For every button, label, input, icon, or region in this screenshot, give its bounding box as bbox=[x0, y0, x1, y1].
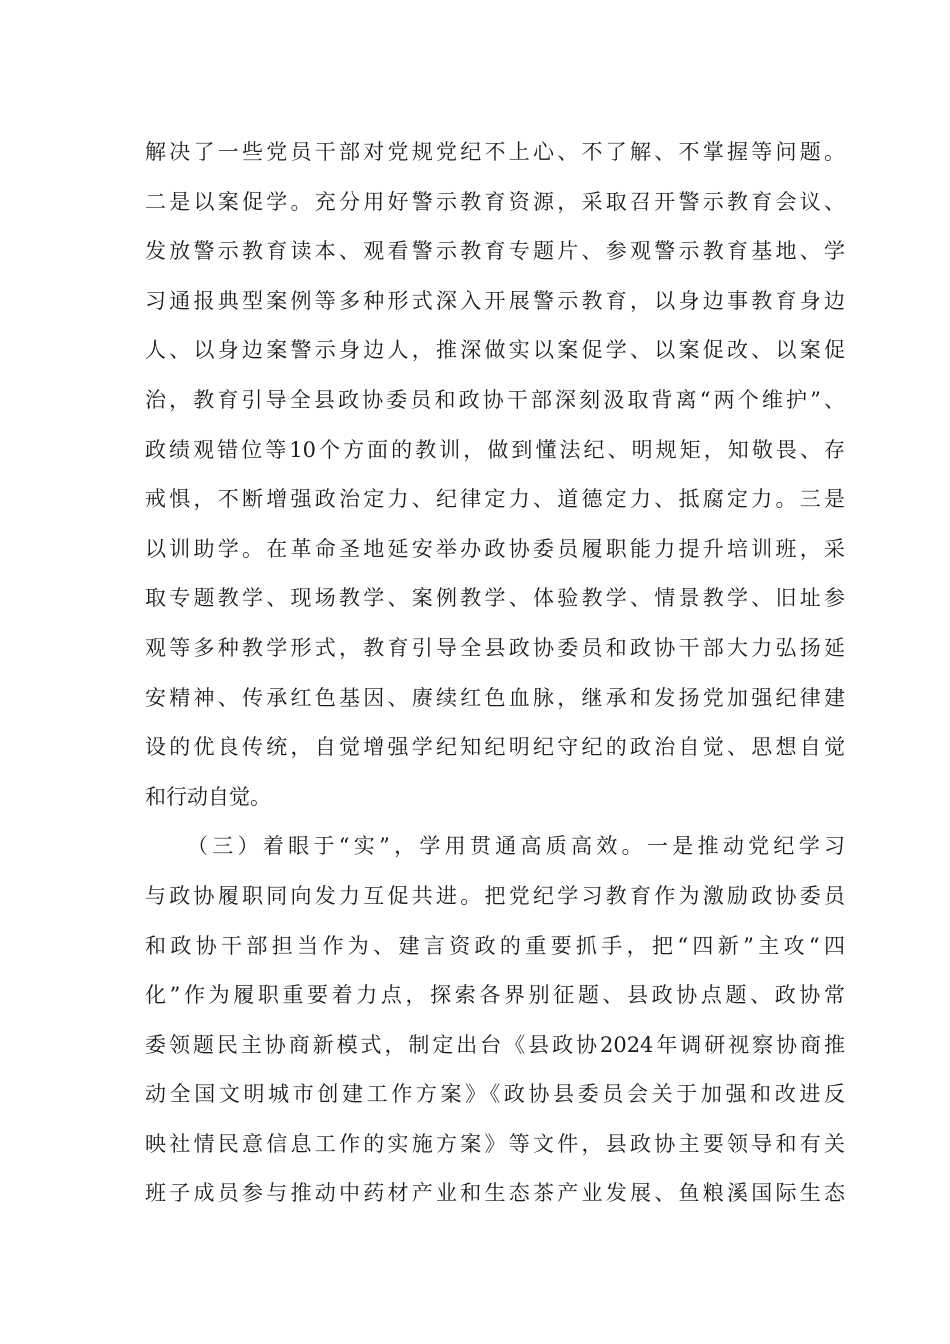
text-line: 治，教育引导全县政协委员和政协干部深刻汲取背离“两个维护”、 bbox=[145, 387, 845, 412]
text-line: 和行动自觉。 bbox=[145, 784, 271, 809]
text-line: 二是以案促学。充分用好警示教育资源，采取召开警示教育会议、 bbox=[145, 189, 845, 214]
text-line: 观等多种教学形式，教育引导全县政协委员和政协干部大力弘扬延 bbox=[145, 635, 845, 660]
text-line: 以训助学。在革命圣地延安举办政协委员履职能力提升培训班，采 bbox=[145, 536, 845, 561]
body-text bbox=[145, 128, 845, 1219]
text-line: 习通报典型案例等多种形式深入开展警示教育，以身边事教育身边 bbox=[145, 288, 845, 313]
text-line: 取专题教学、现场教学、案例教学、体验教学、情景教学、旧址参 bbox=[145, 586, 845, 611]
text-line: 班子成员参与推动中药材产业和生态茶产业发展、鱼粮溪国际生态 bbox=[145, 1181, 845, 1206]
text-line: 设的优良传统，自觉增强学纪知纪明纪守纪的政治自觉、思想自觉 bbox=[145, 735, 845, 760]
text-line: 安精神、传承红色基因、赓续红色血脉，继承和发扬党加强纪律建 bbox=[145, 685, 845, 710]
text-line: 人、以身边案警示身边人，推深做实以案促学、以案促改、以案促 bbox=[145, 338, 845, 363]
text-line: 委领题民主协商新模式，制定出台《县政协2024年调研视察协商推 bbox=[145, 1032, 845, 1057]
section-heading-line: （三）着眼于“实”，学用贯通高质高效。一是推动党纪学习 bbox=[187, 834, 845, 859]
text-line: 发放警示教育读本、观看警示教育专题片、参观警示教育基地、学 bbox=[145, 239, 845, 264]
text-line: 政绩观错位等10个方面的教训，做到懂法纪、明规矩，知敬畏、存 bbox=[145, 437, 845, 462]
text-line: 映社情民意信息工作的实施方案》等文件，县政协主要领导和有关 bbox=[145, 1131, 845, 1156]
text-line: 化”作为履职重要着力点，探索各界别征题、县政协点题、政协常 bbox=[145, 983, 845, 1008]
text-line: 动全国文明城市创建工作方案》《政协县委员会关于加强和改进反 bbox=[145, 1082, 845, 1107]
text-line: 解决了一些党员干部对党规党纪不上心、不了解、不掌握等问题。 bbox=[145, 140, 845, 164]
text-line: 戒惧，不断增强政治定力、纪律定力、道德定力、抵腐定力。三是 bbox=[145, 487, 845, 512]
text-line: 和政协干部担当作为、建言资政的重要抓手，把“四新”主攻“四 bbox=[145, 933, 845, 958]
text-line: 与政协履职同向发力互促共进。把党纪学习教育作为激励政协委员 bbox=[145, 883, 845, 908]
